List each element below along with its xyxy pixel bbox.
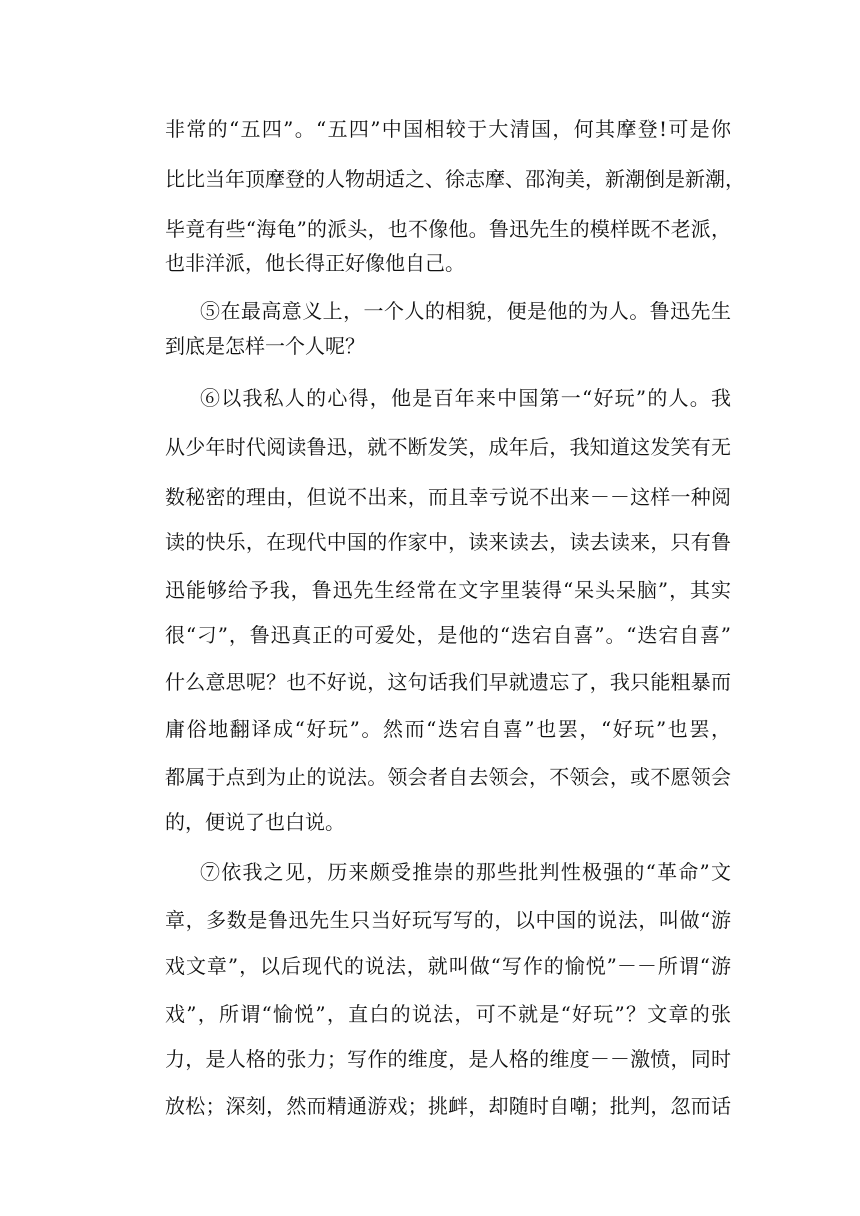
paragraph-7-line-2: 章，多数是鲁迅先生只当好玩写写的，以中国的说法，叫做“游	[165, 908, 731, 932]
text-line-1: 非常的“五四”。“五四”中国相较于大清国，何其摩登!可是你	[165, 117, 731, 141]
paragraph-6-line-1: ⑥以我私人的心得，他是百年来中国第一“好玩”的人。我	[200, 386, 731, 410]
paragraph-5-line-1: ⑤在最高意义上，一个人的相貌，便是他的为人。鲁迅先生	[200, 299, 731, 323]
paragraph-7-line-6: 放松；深刻，然而精通游戏；挑衅，却随时自嘲；批判，忽而话	[165, 1094, 731, 1118]
text-line-2: 比比当年顶摩登的人物胡适之、徐志摩、邵洵美，新潮倒是新潮，	[165, 167, 745, 191]
paragraph-6-line-3: 数秘密的理由，但说不出来，而且幸亏说不出来－－这样一种阅	[165, 485, 731, 509]
paragraph-7-line-1: ⑦依我之见，历来颇受推崇的那些批判性极强的“革命”文	[200, 860, 731, 884]
text-line-4: 也非洋派，他长得正好像他自己。	[165, 251, 465, 275]
text-line-3: 毕竟有些“海龟”的派头，也不像他。鲁迅先生的模样既不老派，	[165, 217, 731, 241]
paragraph-6-line-9: 都属于点到为止的说法。领会者自去领会，不领会，或不愿领会	[165, 765, 731, 789]
paragraph-6-line-8: 庸俗地翻译成“好玩”。然而“迭宕自喜”也罢，“好玩”也罢，	[165, 717, 731, 741]
paragraph-7-line-5: 力，是人格的张力；写作的维度，是人格的维度－－激愤，同时	[165, 1047, 731, 1071]
paragraph-6-line-5: 迅能够给予我，鲁迅先生经常在文字里装得“呆头呆脑”，其实	[165, 578, 731, 602]
paragraph-6-line-7: 什么意思呢？也不好说，这句话我们早就遗忘了，我只能粗暴而	[165, 670, 731, 694]
paragraph-5-line-2: 到底是怎样一个人呢？	[165, 334, 365, 358]
paragraph-6-line-6: 很“刁”，鲁迅真正的可爱处，是他的“迭宕自喜”。“迭宕自喜”	[165, 623, 731, 647]
paragraph-7-line-4: 戏”，所谓“愉悦”，直白的说法，可不就是“好玩”？文章的张	[165, 1002, 731, 1026]
paragraph-6-line-4: 读的快乐，在现代中国的作家中，读来读去，读去读来，只有鲁	[165, 530, 731, 554]
paragraph-6-line-2: 从少年时代阅读鲁迅，就不断发笑，成年后，我知道这发笑有无	[165, 435, 731, 459]
paragraph-6-line-10: 的，便说了也白说。	[165, 810, 345, 834]
paragraph-7-line-3: 戏文章”，以后现代的说法，就叫做“写作的愉悦”－－所谓“游	[165, 954, 731, 978]
